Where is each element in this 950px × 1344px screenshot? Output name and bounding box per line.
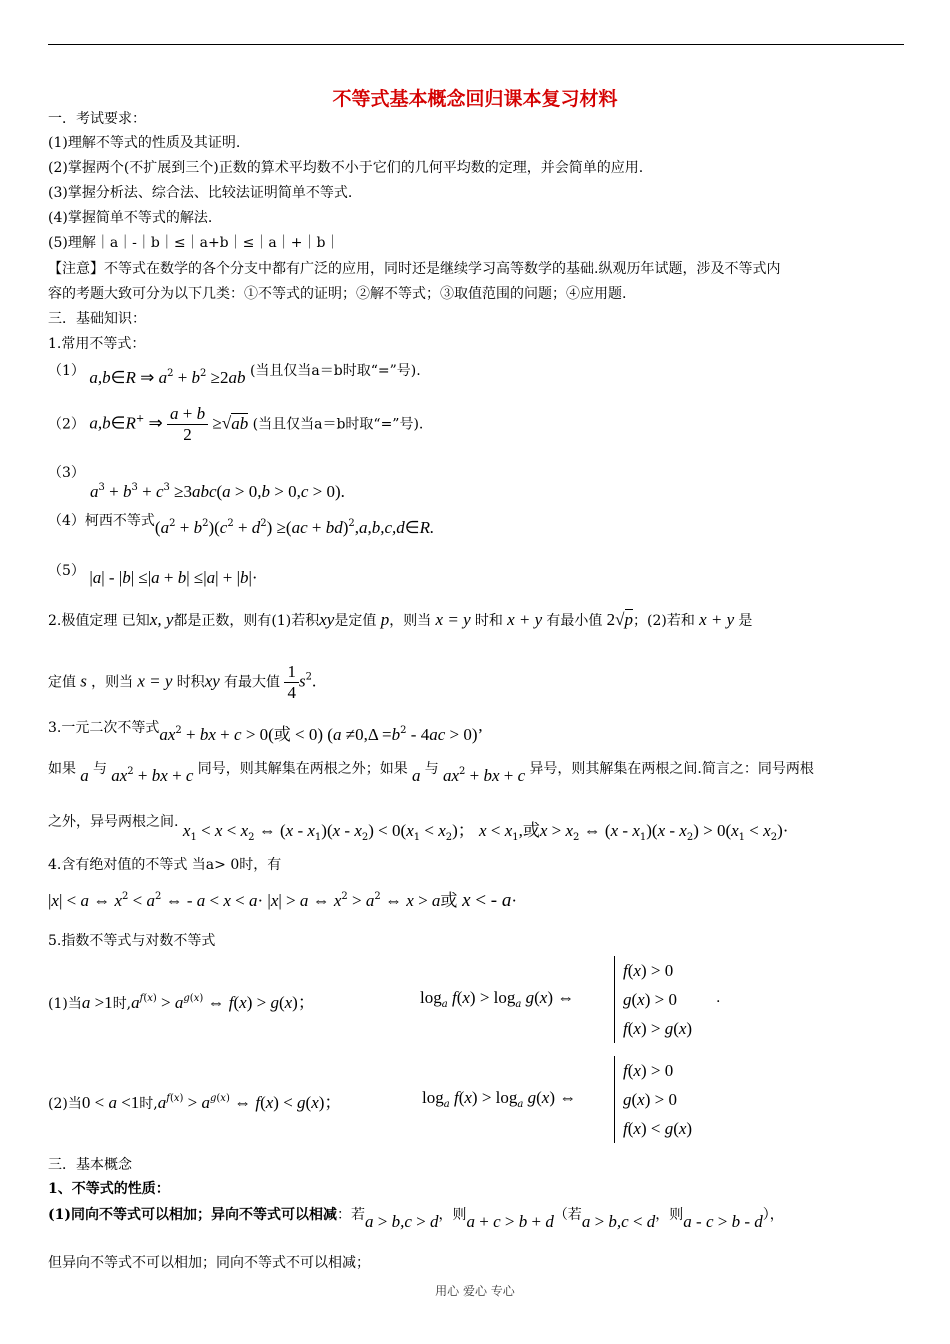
log-case-2-conditions: f(x) > 0 g(x) > 0 f(x) < g(x) xyxy=(614,1056,692,1143)
page-footer: 用心 爱心 专心 xyxy=(435,1284,515,1298)
property-1: (1)同向不等式可以相加；异向不等式可以相减：若a > b,c > d，则a + c > b + d（若a > b,c < d，则a - c > b - d）， xyxy=(48,1207,784,1231)
formula-5: （5） |a| - |b| ≤|a + b| ≤|a| + |b|· xyxy=(48,563,258,587)
formula-2: （2） a,b∈R+ ⇒ $\frac{a + b}{2}$ ≥√ab (当且仅当a＝b时取“=”号). xyxy=(48,404,424,444)
extremum-theorem-line1: 2.极值定理 已知x, y都是正数，则有(1)若积xy是定值 p，则当 x = y 时和 x + y 有最小值 2√p；(2)若和 x + y 是 xyxy=(48,610,753,629)
subheading: 1、不等式的性质： xyxy=(48,1181,170,1197)
section-heading: 一．考试要求： xyxy=(48,111,146,127)
page-title: 不等式基本概念回归课本复习材料 xyxy=(332,88,618,110)
quadratic-line1: 3.一元二次不等式$ax^2$ + bx + c > 0(或 < 0) $(a \ne 0,\Delta =b^2 - 4ac > 0)$’ xyxy=(48,720,484,744)
requirement-item: (1)理解不等式的性质及其证明. xyxy=(48,135,241,151)
note-line: 容的考题大致可分为以下几类：①不等式的证明；②解不等式；③取值范围的问题；④应用题. xyxy=(48,286,627,302)
requirement-item: (4)掌握简单不等式的解法. xyxy=(48,210,213,226)
quadratic-line3: 之外，异号两根之间. $x_1 < x < x_2$ ⇔ $(x - x_1)(x - x_2) < 0(x_1 < x_2)$； $x < x_1$,或$x > x_2$ ⇔ $(x - x_1)(x - x_2) > 0(x_1 < x_2)\cdot$ xyxy=(48,814,789,843)
log-case-2: $\log_a f(x) > \log_a g(x)$ ⇔ xyxy=(422,1088,577,1110)
subheading: 1.常用不等式： xyxy=(48,336,146,352)
requirement-item: (2)掌握两个(不扩展到三个)正数的算术平均数不小于它们的几何平均数的定理，并会简单的应用. xyxy=(48,160,644,176)
requirement-item: (5)理解｜a｜-｜b｜≤｜a+b｜≤｜a｜+｜b｜ xyxy=(48,235,340,251)
requirement-item: (3)掌握分析法、综合法、比较法证明简单不等式. xyxy=(48,185,353,201)
abs-formulas: |x| < a ⇔ $x^2 < a^2$ ⇔ - a < x < a· |x| > a ⇔ $x^2 > a^2$ ⇔ x > a或 x < - a· xyxy=(48,890,518,911)
log-case-1: $\log_a f(x) > \log_a g(x)$ ⇔ xyxy=(420,988,575,1010)
period-mark: . xyxy=(716,990,721,1006)
exp-log-heading: 5.指数不等式与对数不等式 xyxy=(48,933,216,949)
section-heading: 三．基础知识： xyxy=(48,311,146,327)
section-heading: 三．基本概念 xyxy=(48,1157,132,1173)
formula-1: （1） a,b∈R ⇒ $a^2 + b^2 \ge 2ab$ (当且仅当a＝b时取“=”号). xyxy=(48,363,421,387)
log-case-1-conditions: f(x) > 0 g(x) > 0 f(x) > g(x) xyxy=(614,956,692,1043)
extremum-theorem-line2: 定值 s ，则当 x = y 时积xy 有最大值 $\frac{1}{4}$ $s^2$. xyxy=(48,662,317,702)
formula-3: （3） $a^3 + b^3 + c^3 \ge 3abc(a > 0,b > 0,c > 0)$. xyxy=(48,465,345,501)
note-line: 【注意】不等式在数学的各个分支中都有广泛的应用，同时还是继续学习高等数学的基础.纵观历年试题，涉及不等式内 xyxy=(48,261,781,277)
quadratic-line2: 如果 a 与 $ax^2$ + bx + c 同号，则其解集在两根之外；如果 a 与 $ax^2$ + bx + c 异号，则其解集在两根之间.简言之：同号两根 xyxy=(48,761,814,785)
exp-case-1: (1)当a >1时$,a^{f(x)} > a^{g(x)}$ ⇔ f(x) > g(x)； xyxy=(48,993,315,1012)
abs-heading: 4.含有绝对值的不等式 当a> 0时，有 xyxy=(48,857,282,873)
header-rule xyxy=(48,44,904,45)
exp-case-2: (2)当0 < a <1时$,a^{f(x)} > a^{g(x)}$ ⇔ f(x) < g(x)； xyxy=(48,1093,342,1112)
property-1-line2: 但异向不等式不可以相加；同向不等式不可以相减； xyxy=(48,1255,370,1271)
formula-4-cauchy: （4）柯西不等式$(a^2 + b^2)(c^2 + d^2) \ge(ac$ + bd)$^2$,a,b,c,d∈R. xyxy=(48,513,435,537)
